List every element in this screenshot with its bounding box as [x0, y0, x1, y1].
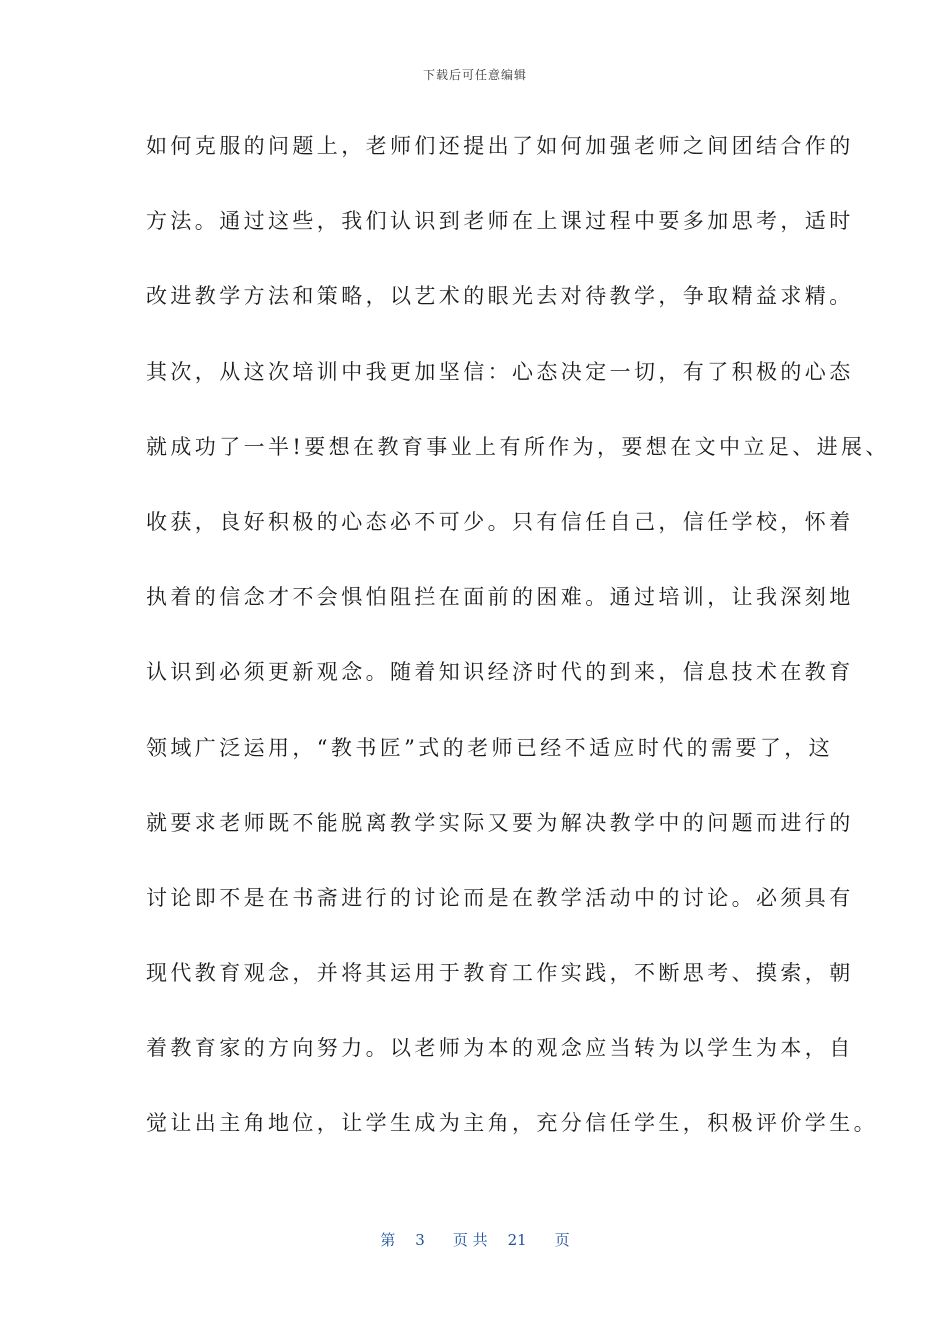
footer-total-pages: 21	[507, 1231, 527, 1249]
text-line: 着教育家的方向努力。以老师为本的观念应当转为以学生为本，自	[146, 1036, 854, 1061]
footer-prefix: 第	[380, 1231, 396, 1249]
text-line: 改进教学方法和策略，以艺术的眼光去对待教学，争取精益求精。	[146, 284, 854, 309]
page-footer	[0, 1229, 950, 1250]
text-line: 就要求老师既不能脱离教学实际又要为解决教学中的问题而进行的	[146, 810, 854, 835]
footer-suffix: 页	[554, 1231, 570, 1249]
text-line: 执着的信念才不会惧怕阻拦在面前的困难。通过培训，让我深刻地	[146, 585, 854, 610]
text-line: 认识到必须更新观念。随着知识经济时代的到来，信息技术在教育	[146, 660, 854, 685]
text-line: 方法。通过这些，我们认识到老师在上课过程中要多加思考，适时	[146, 209, 854, 234]
document-body	[146, 128, 890, 1181]
footer-middle: 页 共	[452, 1231, 488, 1249]
text-line: 收获，良好积极的心态必不可少。只有信任自己，信任学校，怀着	[146, 509, 854, 534]
text-line: 觉让出主角地位，让学生成为主角，充分信任学生，积极评价学生。	[146, 1111, 878, 1136]
text-line: 其次，从这次培训中我更加坚信：心态决定一切，有了积极的心态	[146, 359, 854, 384]
text-line: 讨论即不是在书斋进行的讨论而是在教学活动中的讨论。必须具有	[146, 885, 854, 910]
text-line: 领域广泛运用，“教书匠”式的老师已经不适应时代的需要了，这	[146, 735, 834, 760]
text-line: 就成功了一半!要想在教育事业上有所作为，要想在文中立足、进展、	[146, 434, 890, 459]
text-line: 如何克服的问题上，老师们还提出了如何加强老师之间团结合作的	[146, 134, 854, 158]
footer-current-page: 3	[415, 1231, 425, 1249]
page-header-note: 下载后可任意编辑	[422, 68, 527, 82]
text-line: 现代教育观念，并将其运用于教育工作实践，不断思考、摸索，朝	[146, 961, 854, 986]
